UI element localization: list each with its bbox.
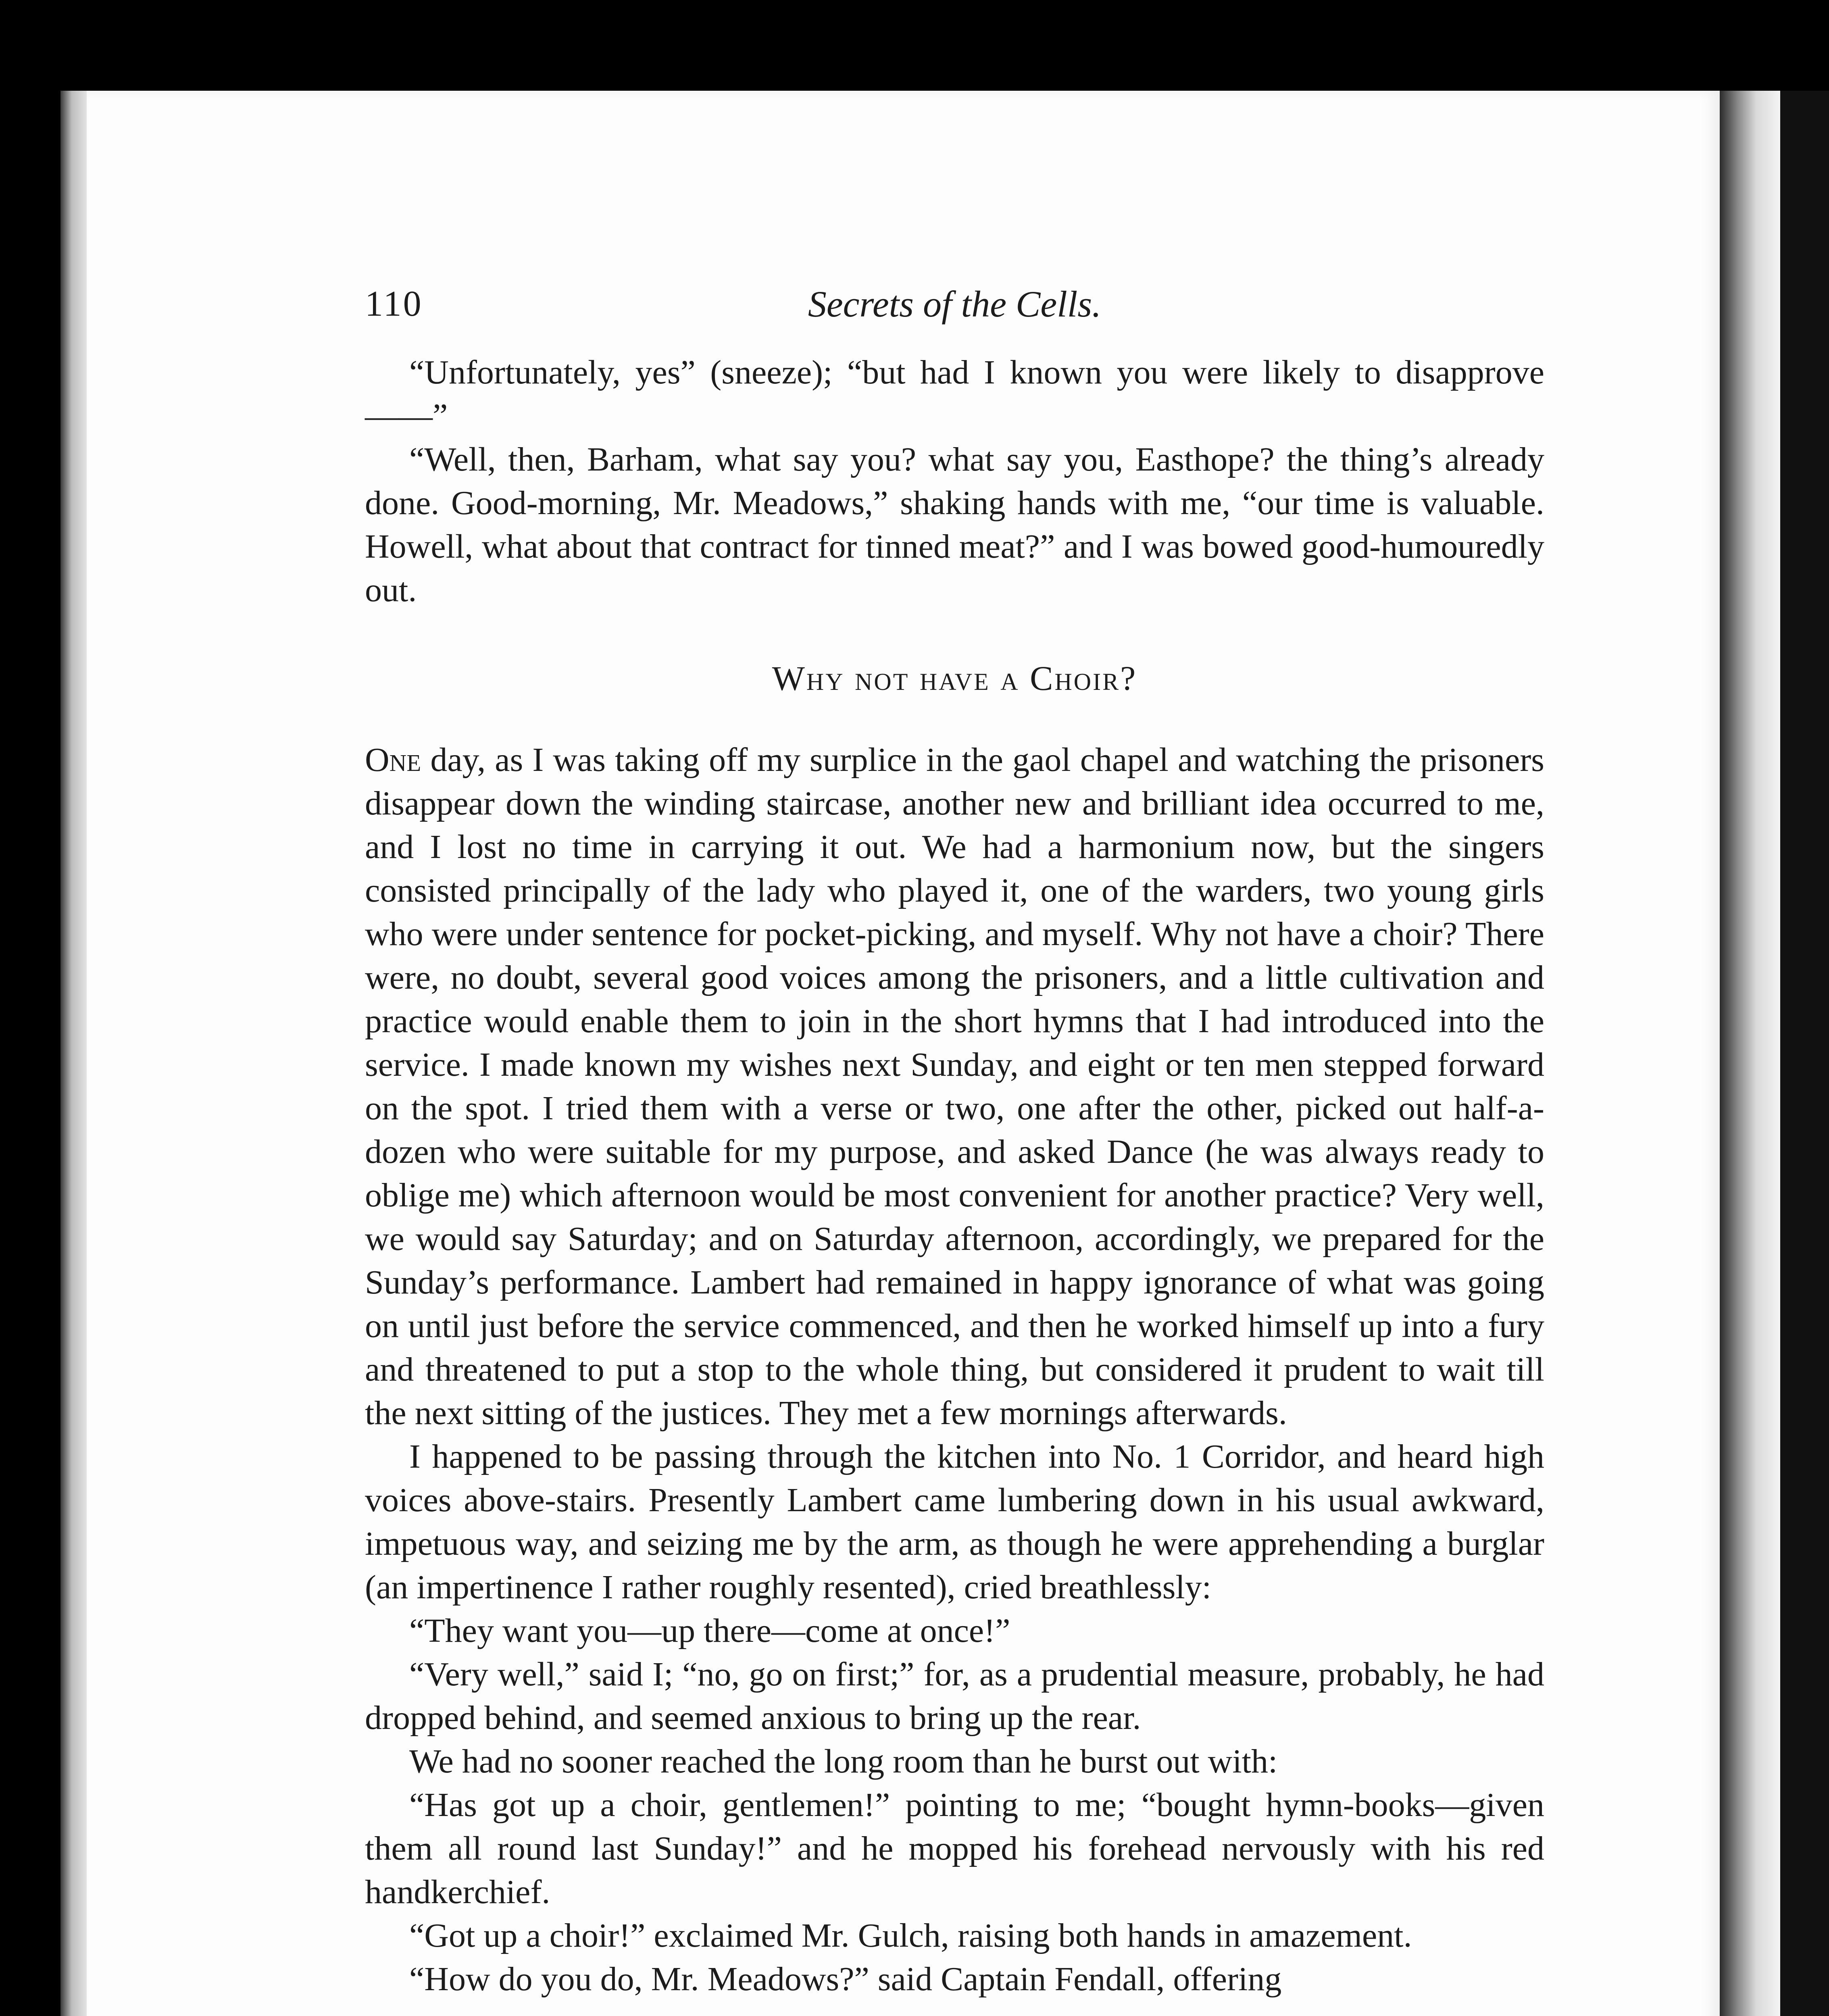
paragraph: “How do you do, Mr. Meadows?” said Captain Fendall, offering xyxy=(409,1960,1282,1998)
running-title: Secrets of the Cells. xyxy=(808,283,1102,325)
page-number: 110 xyxy=(365,284,423,324)
paragraph: “Well, then, Barham, what say you? what say you, Easthope? the thing’s already done. Good-morning, Mr. Meadows,” shaking hands with me, “our time is valuable. Howell, what about that contract for tinned meat?” and I was bowed good-humouredly out. xyxy=(365,441,1544,609)
paragraph: “Unfortunately, yes” (sneeze); “but had I known you were likely to disapprove——” xyxy=(365,354,1544,435)
page-text xyxy=(365,282,1544,2001)
page-edge-left xyxy=(60,91,89,2016)
lead-text: day, as I was taking off my surplice in the gaol chapel and watching the prisoners disappear down the winding staircase, another new and brilliant idea occurred to me, and I lost no time in carrying it out. We had a harmonium now, but the singers consisted principally of the lady who played it, one of the warders, two young girls who were under sentence for pocket-picking, and myself. Why not have a choir? There were, no doubt, several good voices among the prisoners, and a little cultivation and practice would enable them to join in the short hymns that I had introduced into the service. I made known my wishes next Sunday, and eight or ten men stepped forward on the spot. I tried them with a verse or two, one after the other, picked out half-a-dozen who were suitable for my purpose, and asked Dance (he was always ready to oblige me) which afternoon would be most convenient for another practice? Very well, we would say Saturday; and on Saturday afternoon, accordingly, we prepared for the Sunday’s performance. Lambert had remained in happy ignorance of what was going on until just before the service commenced, and then he worked himself up into a fury and threatened to put a stop to the whole thing, but considered it prudent to wait till the next sitting of the justices. They met a few mornings afterwards. xyxy=(365,741,1544,1432)
paragraph: “Very well,” said I; “no, go on first;” for, as a prudential measure, probably, he had dropped behind, and seemed anxious to bring up the rear. xyxy=(365,1656,1544,1737)
scan-right-strip xyxy=(1780,91,1829,2016)
section-lead-paragraph xyxy=(365,738,1544,1435)
lead-word: One xyxy=(365,741,421,779)
paragraph: “Got up a choir!” exclaimed Mr. Gulch, raising both hands in amazement. xyxy=(409,1917,1412,1954)
paragraph: “They want you—up there—come at once!” xyxy=(409,1612,1010,1649)
page-edge-right xyxy=(1720,91,1780,2016)
section-heading: Why not have a Choir? xyxy=(772,659,1137,698)
paragraph: We had no sooner reached the long room than he burst out with: xyxy=(409,1743,1278,1780)
running-head xyxy=(365,282,1544,335)
paragraph: “Has got up a choir, gentlemen!” pointing to me; “bought hymn-books—given them all round last Sunday!” and he mopped his forehead nervously with his red handkerchief. xyxy=(365,1786,1544,1911)
paragraph: I happened to be passing through the kitchen into No. 1 Corridor, and heard high voices above-stairs. Presently Lambert came lumbering down in his usual awkward, impetuous way, and seizing me by the arm, as though he were apprehending a burglar (an impertinence I rather roughly resented), cried breathlessly: xyxy=(365,1438,1544,1606)
